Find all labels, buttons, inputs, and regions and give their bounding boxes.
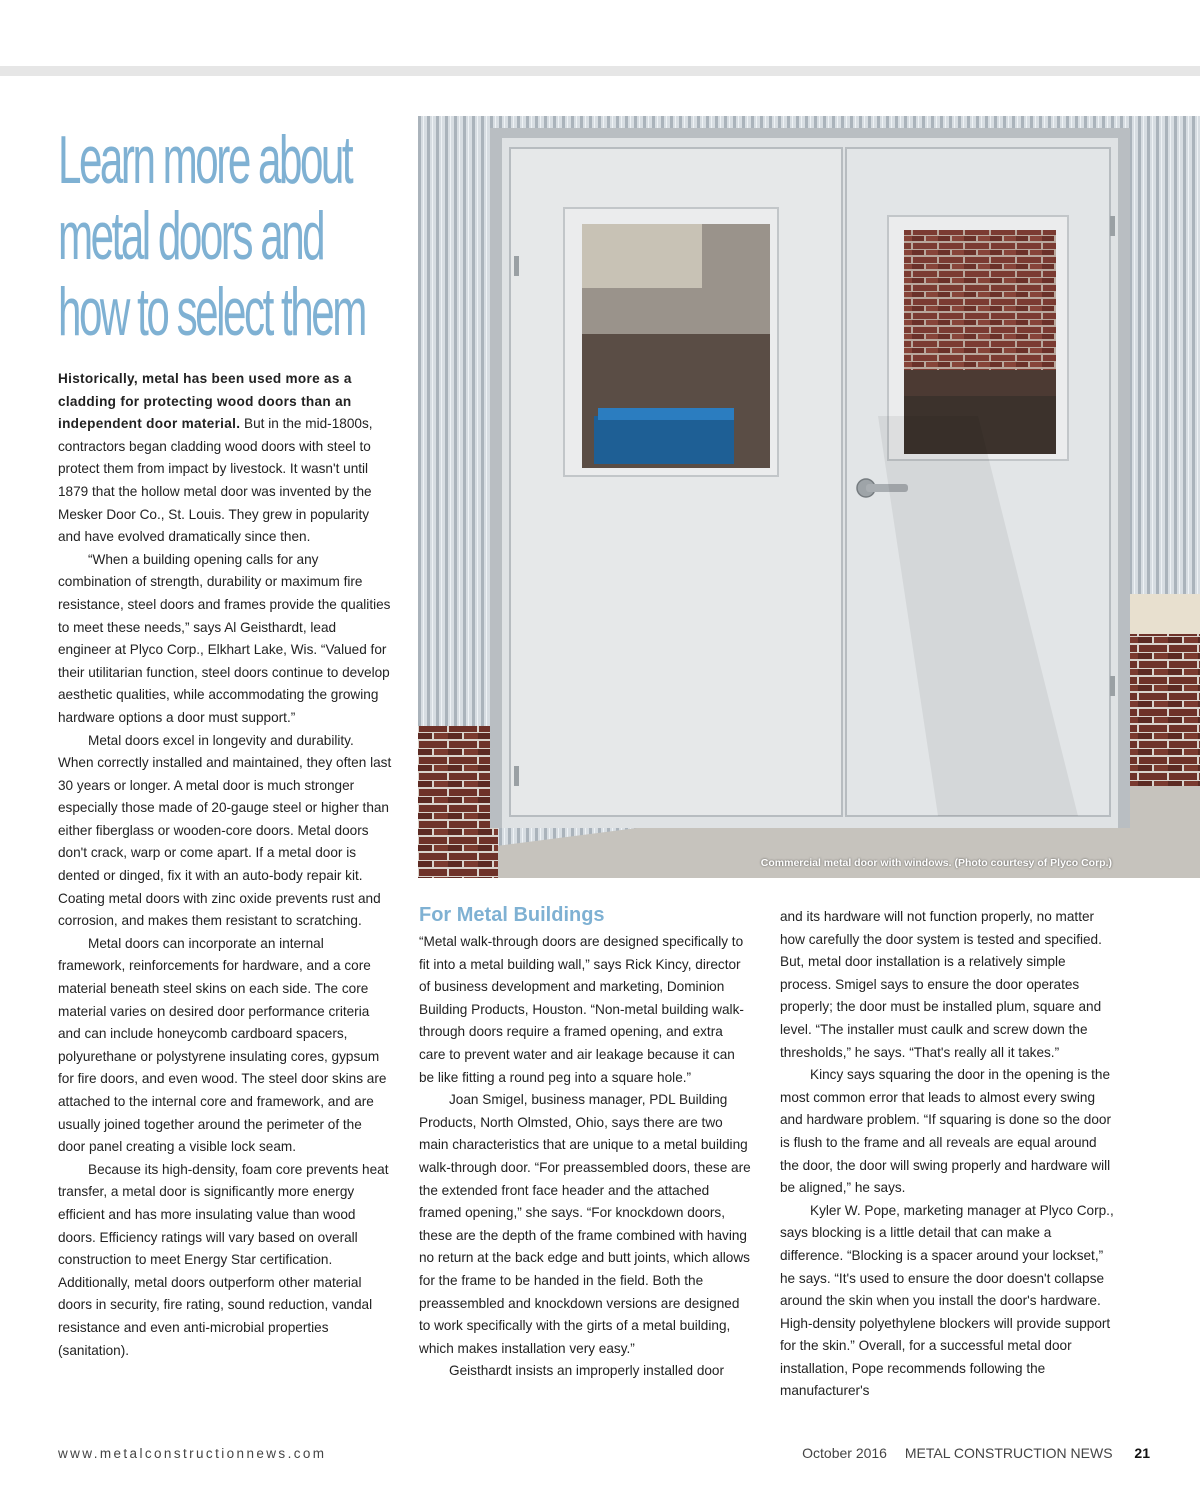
article-column-1 bbox=[58, 368, 392, 1362]
top-rule bbox=[0, 66, 1200, 76]
paragraph: “Metal walk-through doors are designed specifically to fit into a metal building wall,” says Rick Kincy, director of business development and marketing, Dominion Building Products, Houston. “Non-metal building walk-through doors require a framed opening, and extra care to prevent water and air leakage because it can be like fitting a round peg into a square hole.” bbox=[419, 934, 744, 1085]
paragraph: Geisthardt insists an improperly installed door bbox=[449, 1363, 725, 1379]
headline-line-3: how to select them bbox=[58, 274, 365, 350]
headline-line-2: metal doors and bbox=[58, 198, 324, 274]
paragraph: Metal doors excel in longevity and durability. When correctly installed and maintained, they often last 30 years or longer. A metal door is much stronger especially those made of 20-gauge steel or higher than either fiberglass or wooden-core doors. Metal doors don't crack, warp or come apart. If a metal door is dented or dinged, fix it with an auto-body repair kit. Coating metal doors with zinc oxide prevents rust and corrosion, and makes them resistant to scratching. bbox=[58, 732, 392, 929]
section-subhead: For Metal Buildings bbox=[419, 904, 605, 926]
paragraph: Kyler W. Pope, marketing manager at Plyco Corp., says blocking is a little detail that can make a difference. “Blocking is a spacer around your lockset,” he says. “It's used to ensure the door doesn't collapse around the skin when you install the door's hardware. High-density polyethylene blockers will provide support for the skin.” Overall, for a successful metal door installation, Pope recommends following the manufacturer's bbox=[780, 1202, 1114, 1399]
footer-folio bbox=[802, 1445, 1150, 1461]
article-column-2 bbox=[419, 903, 752, 1383]
page-headline bbox=[58, 122, 365, 350]
article-column-3 bbox=[780, 906, 1116, 1403]
door-photo bbox=[418, 116, 1200, 878]
photo-caption: Commercial metal door with windows. (Photo courtesy of Plyco Corp.) bbox=[760, 857, 1112, 869]
paragraph bbox=[58, 368, 392, 549]
paragraph: Joan Smigel, business manager, PDL Building Products, North Olmsted, Ohio, says there are two main characteristics that are unique to a metal building walk-through door. “For preassembled doors, these are the extended front face header and the attached framed opening,” she says. “For knockdown doors, these are the depth of the frame combined with having no return at the back edge and butt joints, which allows for the frame to be handed in the field. Both the preassembled and knockdown versions are designed to work specifically with the girts of a metal building, which makes installation very easy.” bbox=[419, 1092, 751, 1356]
footer-magazine-name: METAL CONSTRUCTION NEWS bbox=[904, 1445, 1113, 1461]
paragraph: “When a building opening calls for any combination of strength, durability or maximum fire resistance, steel doors and frames provide the qualities to meet these needs,” says Al Geisthardt, lead engineer at Plyco Corp., Elkhart Lake, Wis. “Valued for their utilitarian function, steel doors continue to develop aesthetic qualities, while accommodating the growing hardware options a door must support.” bbox=[58, 551, 391, 725]
lead-in-text: Historically, metal has been used more as a cladding for protecting wood doors than an independent door material. bbox=[58, 371, 352, 432]
paragraph: and its hardware will not function properly, no matter how carefully the door system is tested and specified. But, metal door installation is a relatively simple process. Smigel says to ensure the door operates properly; the door must be installed plum, square and level. “The installer must caulk and screw down the thresholds,” he says. “That's really all it takes.” bbox=[780, 909, 1102, 1060]
paragraph: Because its high-density, foam core prevents heat transfer, a metal door is significantly more energy efficient and has more insulating value than wood doors. Efficiency ratings will vary based on overall construction to meet Energy Star certification. Additionally, metal doors outperform other material doors in security, fire rating, sound reduction, vandal resistance and even anti-microbial properties (sanitation). bbox=[58, 1161, 389, 1358]
footer-issue-date: October 2016 bbox=[802, 1445, 887, 1461]
paragraph: Kincy says squaring the door in the opening is the most common error that leads to almost every swing and hardware problem. “If squaring is done so the door is flush to the frame and all reveals are equal around the door, the door will swing properly and hardware will be aligned,” he says. bbox=[780, 1067, 1111, 1196]
door-illustration bbox=[418, 116, 1200, 878]
footer-website-link[interactable]: www.metalconstructionnews.com bbox=[58, 1446, 327, 1461]
headline-line-1: Learn more about bbox=[58, 122, 352, 198]
page-number: 21 bbox=[1134, 1445, 1150, 1461]
paragraph-text: But in the mid-1800s, contractors began cladding wood doors with steel to protect them from impact by livestock. It wasn't until 1879 that the hollow metal door was invented by the Mesker Door Co., St. Louis. They grew in popularity and have evolved dramatically since then. bbox=[58, 416, 373, 545]
paragraph: Metal doors can incorporate an internal framework, reinforcements for hardware, and a core material beneath steel skins on each side. The core material varies on desired door performance criteria and can include honeycomb cardboard spacers, polyurethane or polystyrene insulating cores, gypsum for fire doors, and even wood. The steel door skins are attached to the internal core and framework, and are usually joined together around the perimeter of the door panel creating a visible lock seam. bbox=[58, 935, 387, 1155]
